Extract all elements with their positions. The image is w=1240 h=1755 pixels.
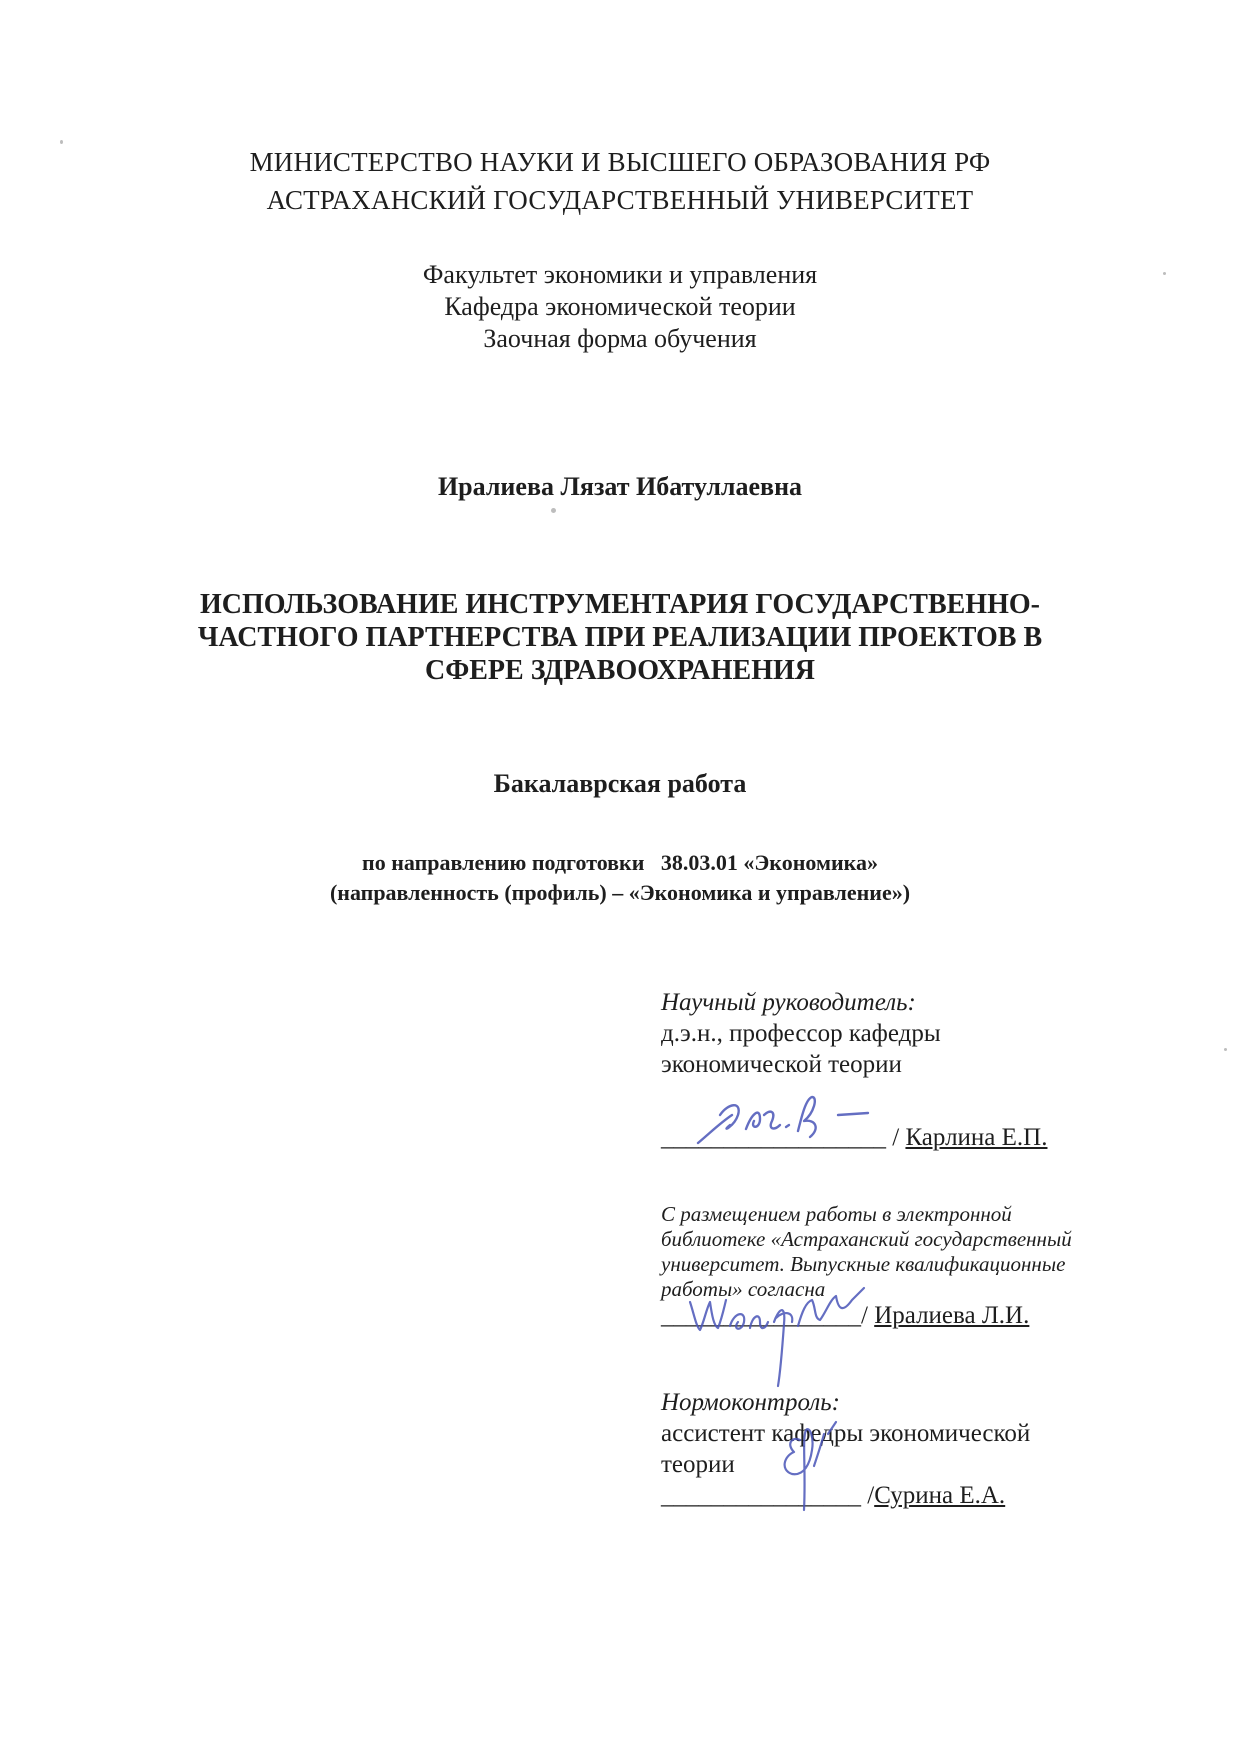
direction-line: по направлению подготовки 38.03.01 «Экономика» [362, 850, 878, 875]
supervisor-name: Карлина Е.П. [905, 1124, 1048, 1151]
separator: / [861, 1302, 875, 1329]
institution-header [0, 143, 1240, 219]
norm-control-name: Сурина Е.А. [874, 1482, 1006, 1509]
signature-blank: __________________ [661, 1124, 886, 1151]
author-name: Иралиева Лязат Ибатуллаевна [437, 472, 803, 501]
consent-text: работы» согласна [661, 1277, 826, 1301]
separator: / [886, 1124, 906, 1151]
faculty-block [0, 259, 1240, 355]
norm-control-heading: Нормоконтроль: [661, 1389, 840, 1416]
direction-profile: (направленность (профиль) – «Экономика и управление») [329, 880, 911, 905]
norm-control-signature-line [661, 1480, 1181, 1511]
ministry-name: МИНИСТЕРСТВО НАУКИ И ВЫСШЕГО ОБРАЗОВАНИЯ РФ [249, 147, 991, 177]
consent-block [661, 1202, 1181, 1331]
separator: / [861, 1482, 875, 1509]
supervisor-position: экономической теории [661, 1051, 902, 1078]
scan-speck [1224, 1048, 1227, 1051]
title-line: ЧАСТНОГО ПАРТНЕРСТВА ПРИ РЕАЛИЗАЦИИ ПРОЕКТОВ В [197, 622, 1043, 653]
signature-blank: ________________ [661, 1302, 861, 1329]
norm-control-block [661, 1387, 1181, 1511]
signature-blank: ________________ [661, 1482, 861, 1509]
supervisor-signature-line [661, 1122, 1181, 1153]
norm-control-position: теории [661, 1451, 735, 1478]
student-name: Иралиева Л.И. [874, 1302, 1030, 1329]
work-type: Бакалаврская работа [493, 769, 747, 798]
consent-text: университет. Выпускные квалификационные [661, 1252, 1066, 1276]
supervisor-block [661, 987, 1181, 1153]
supervisor-heading: Научный руководитель: [661, 989, 916, 1016]
department-name: Кафедра экономической теории [444, 292, 796, 321]
consent-text: С размещением работы в электронной [661, 1202, 1012, 1226]
university-name: АСТРАХАНСКИЙ ГОСУДАРСТВЕННЫЙ УНИВЕРСИТЕТ [266, 185, 974, 215]
faculty-name: Факультет экономики и управления [422, 260, 818, 289]
consent-text: библиотеке «Астраханский государственный [661, 1227, 1072, 1251]
norm-control-position: ассистент кафедры экономической [661, 1420, 1031, 1447]
thesis-title [0, 588, 1240, 687]
scan-speck [551, 508, 556, 513]
student-signature-line [661, 1300, 1181, 1331]
title-line: ИСПОЛЬЗОВАНИЕ ИНСТРУМЕНТАРИЯ ГОСУДАРСТВЕННО- [200, 589, 1040, 620]
title-line: СФЕРЕ ЗДРАВООХРАНЕНИЯ [424, 655, 816, 686]
study-form: Заочная форма обучения [483, 324, 757, 353]
supervisor-position: д.э.н., профессор кафедры [661, 1020, 941, 1047]
study-direction [0, 848, 1240, 908]
